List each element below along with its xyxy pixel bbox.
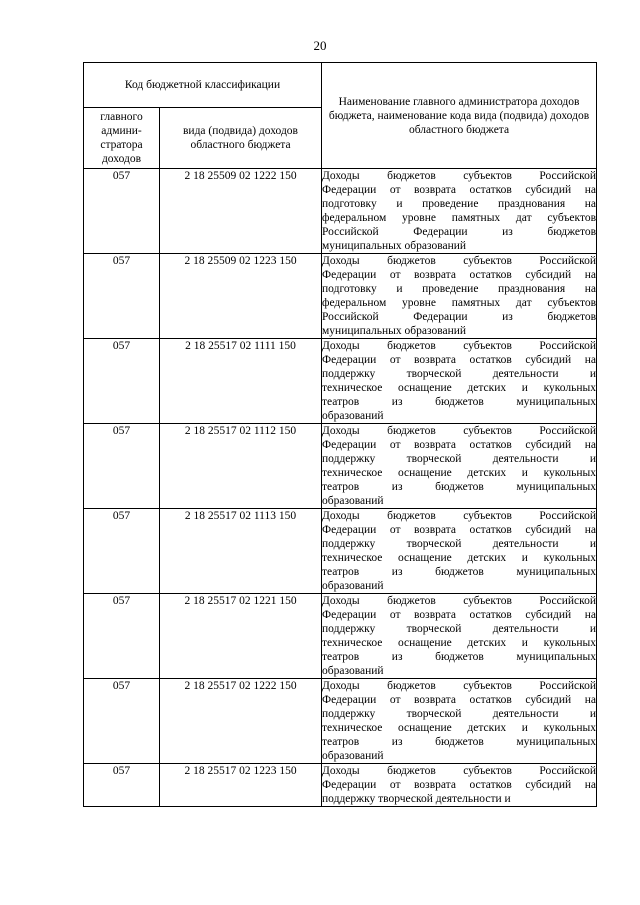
description-line: муниципальных образований (322, 325, 467, 337)
table-row (84, 679, 597, 764)
description-line: Федерации от возврата остатков субсидий на (322, 269, 597, 281)
description-line: театров из бюджетов муниципальных (322, 481, 597, 493)
description-line: Федерации от возврата остатков субсидий на (322, 354, 597, 366)
header-budget-code-group: Код бюджетной классификации (84, 63, 322, 108)
table-row (84, 509, 597, 594)
description-line: поддержку творческой деятельности и (322, 453, 597, 465)
table-row (84, 339, 597, 424)
table-row (84, 594, 597, 679)
description-line: Федерации от возврата остатков субсидий на (322, 439, 597, 451)
header-revenue-kind: вида (подвида) доходов областного бюджета (160, 108, 322, 169)
description-line: поддержку творческой деятельности и (322, 708, 597, 720)
description-line: техническое оснащение детских и кукольных (322, 637, 597, 649)
description-line: Доходы бюджетов субъектов Российской (322, 425, 597, 437)
revenue-kind-code-cell: 2 18 25517 02 1111 150 (160, 339, 322, 424)
revenue-description-cell (322, 169, 597, 254)
page-number: 20 (313, 38, 327, 53)
description-line: Российской Федерации из бюджетов (322, 311, 597, 323)
admin-code-cell: 057 (84, 764, 160, 807)
header-administrator-name: Наименование главного администратора доходов бюджета, наименование кода вида (подвида) доходов областного бюджета (322, 63, 597, 169)
description-line: техническое оснащение детских и кукольных (322, 552, 597, 564)
description-line: образований (322, 495, 384, 507)
description-line: поддержку творческой деятельности и (322, 793, 511, 805)
table-row (84, 169, 597, 254)
description-line: Доходы бюджетов субъектов Российской (322, 765, 597, 777)
description-line: образований (322, 410, 384, 422)
revenue-description-cell (322, 679, 597, 764)
table-row (84, 254, 597, 339)
revenue-kind-code-cell: 2 18 25509 02 1222 150 (160, 169, 322, 254)
revenue-description-cell (322, 764, 597, 807)
admin-code-cell: 057 (84, 339, 160, 424)
revenue-kind-code-cell: 2 18 25517 02 1112 150 (160, 424, 322, 509)
description-line: подготовку и проведение празднования на (322, 283, 597, 295)
description-line: Доходы бюджетов субъектов Российской (322, 595, 597, 607)
revenue-kind-code-cell: 2 18 25517 02 1221 150 (160, 594, 322, 679)
description-line: театров из бюджетов муниципальных (322, 651, 597, 663)
description-line: образований (322, 580, 384, 592)
description-line: поддержку творческой деятельности и (322, 538, 597, 550)
description-line: театров из бюджетов муниципальных (322, 566, 597, 578)
description-line: Федерации от возврата остатков субсидий на (322, 694, 597, 706)
description-line: техническое оснащение детских и кукольных (322, 382, 597, 394)
description-line: Федерации от возврата остатков субсидий на (322, 524, 597, 536)
description-line: Доходы бюджетов субъектов Российской (322, 680, 597, 692)
description-line: техническое оснащение детских и кукольных (322, 722, 597, 734)
revenue-kind-code-cell: 2 18 25509 02 1223 150 (160, 254, 322, 339)
description-line: техническое оснащение детских и кукольных (322, 467, 597, 479)
description-line: Доходы бюджетов субъектов Российской (322, 170, 597, 182)
table-row (84, 424, 597, 509)
revenue-description-cell (322, 594, 597, 679)
description-line: муниципальных образований (322, 240, 467, 252)
admin-code-cell: 057 (84, 509, 160, 594)
description-line: Федерации от возврата остатков субсидий на (322, 779, 597, 791)
admin-code-cell: 057 (84, 169, 160, 254)
revenue-description-cell (322, 424, 597, 509)
admin-code-cell: 057 (84, 254, 160, 339)
revenue-kind-code-cell: 2 18 25517 02 1222 150 (160, 679, 322, 764)
description-line: Российской Федерации из бюджетов (322, 226, 597, 238)
description-line: поддержку творческой деятельности и (322, 368, 597, 380)
revenue-description-cell (322, 254, 597, 339)
admin-code-cell: 057 (84, 424, 160, 509)
revenue-description-cell (322, 339, 597, 424)
table-body (84, 169, 597, 807)
description-line: Доходы бюджетов субъектов Российской (322, 340, 597, 352)
description-line: Доходы бюджетов субъектов Российской (322, 510, 597, 522)
admin-code-cell: 057 (84, 679, 160, 764)
description-line: Доходы бюджетов субъектов Российской (322, 255, 597, 267)
budget-classification-table (83, 62, 597, 807)
description-line: подготовку и проведение празднования на (322, 198, 597, 210)
revenue-description-cell (322, 509, 597, 594)
description-line: поддержку творческой деятельности и (322, 623, 597, 635)
description-line: федеральном уровне памятных дат субъектов (322, 212, 597, 224)
table-row (84, 764, 597, 807)
header-main-administrator: главного админи-стратора доходов (84, 108, 160, 169)
description-line: федеральном уровне памятных дат субъектов (322, 297, 597, 309)
description-line: театров из бюджетов муниципальных (322, 736, 597, 748)
revenue-kind-code-cell: 2 18 25517 02 1223 150 (160, 764, 322, 807)
description-line: Федерации от возврата остатков субсидий на (322, 609, 597, 621)
description-line: образований (322, 750, 384, 762)
description-line: театров из бюджетов муниципальных (322, 396, 597, 408)
revenue-kind-code-cell: 2 18 25517 02 1113 150 (160, 509, 322, 594)
description-line: Федерации от возврата остатков субсидий на (322, 184, 597, 196)
description-line: образований (322, 665, 384, 677)
admin-code-cell: 057 (84, 594, 160, 679)
